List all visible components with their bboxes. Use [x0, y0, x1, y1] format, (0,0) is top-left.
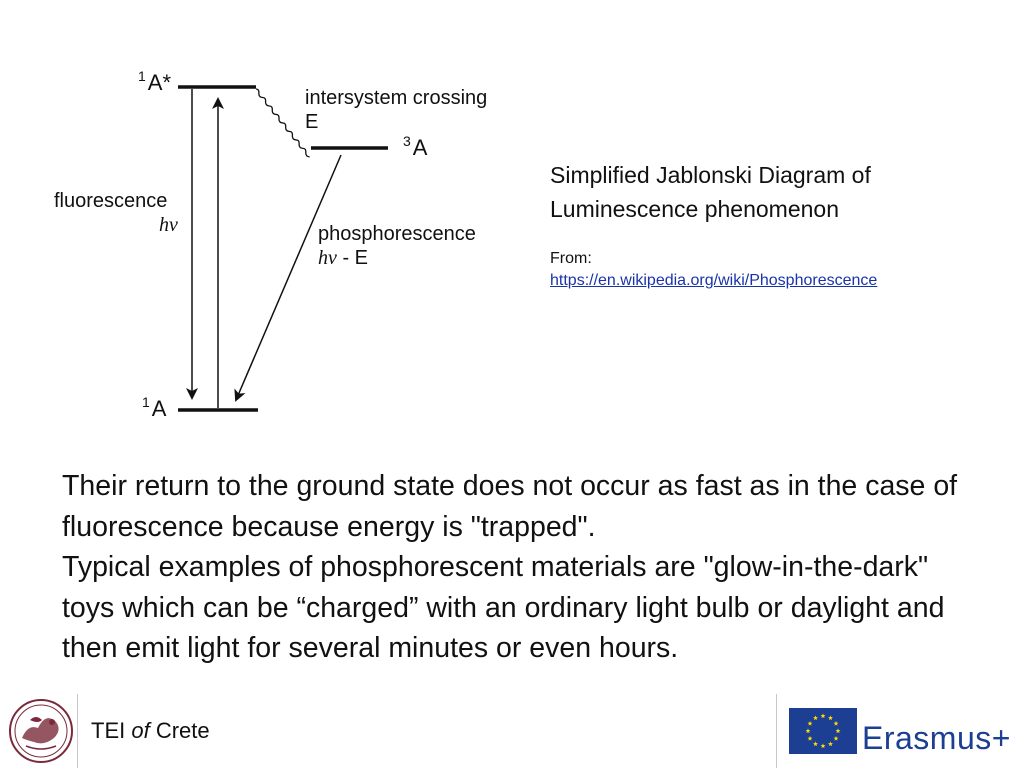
phosphorescence-arrow: [236, 155, 341, 400]
eu-flag-icon: [789, 708, 857, 754]
isc-label: intersystem crossing: [305, 87, 488, 109]
footer: [0, 688, 1024, 768]
footer-divider-right: [776, 694, 777, 768]
fluorescence-label: fluorescence: [54, 190, 168, 212]
caption-title: Simplified Jablonski Diagram of Luminescence phenomenon: [550, 162, 871, 222]
state-triplet-label: $^3$A: [403, 133, 428, 160]
jablonski-diagram: [0, 0, 540, 440]
footer-divider-left: [77, 694, 78, 768]
body-text: [62, 466, 962, 669]
diagram-caption: [550, 158, 990, 292]
fluorescence-energy-label: hν: [159, 214, 178, 236]
state-ground-label: $^1$A: [142, 394, 167, 421]
caption-from-label: From:: [550, 250, 592, 267]
erasmus-logo-text: Erasmus+: [862, 720, 1011, 756]
body-paragraph-1: Their return to the ground state does not occur as fast as in the case of fluorescence because energy is "trapped".: [62, 470, 958, 543]
source-link[interactable]: https://en.wikipedia.org/wiki/Phosphorescence: [550, 272, 878, 289]
body-paragraph-2: Typical examples of phosphorescent materials are "glow-in-the-dark" toys which can be “charged” with an ordinary light bulb or daylight and then emit light for several minutes or even hours.: [62, 551, 945, 664]
institution-name: TEI of Crete: [91, 718, 210, 743]
isc-energy-label: E: [305, 111, 319, 133]
state-singlet-excited-label: $^1$A*: [138, 68, 172, 95]
phosphorescence-energy-label: hν - E: [318, 247, 369, 269]
phosphorescence-label: phosphorescence: [318, 223, 476, 245]
tei-crete-seal-logo: [8, 698, 74, 764]
